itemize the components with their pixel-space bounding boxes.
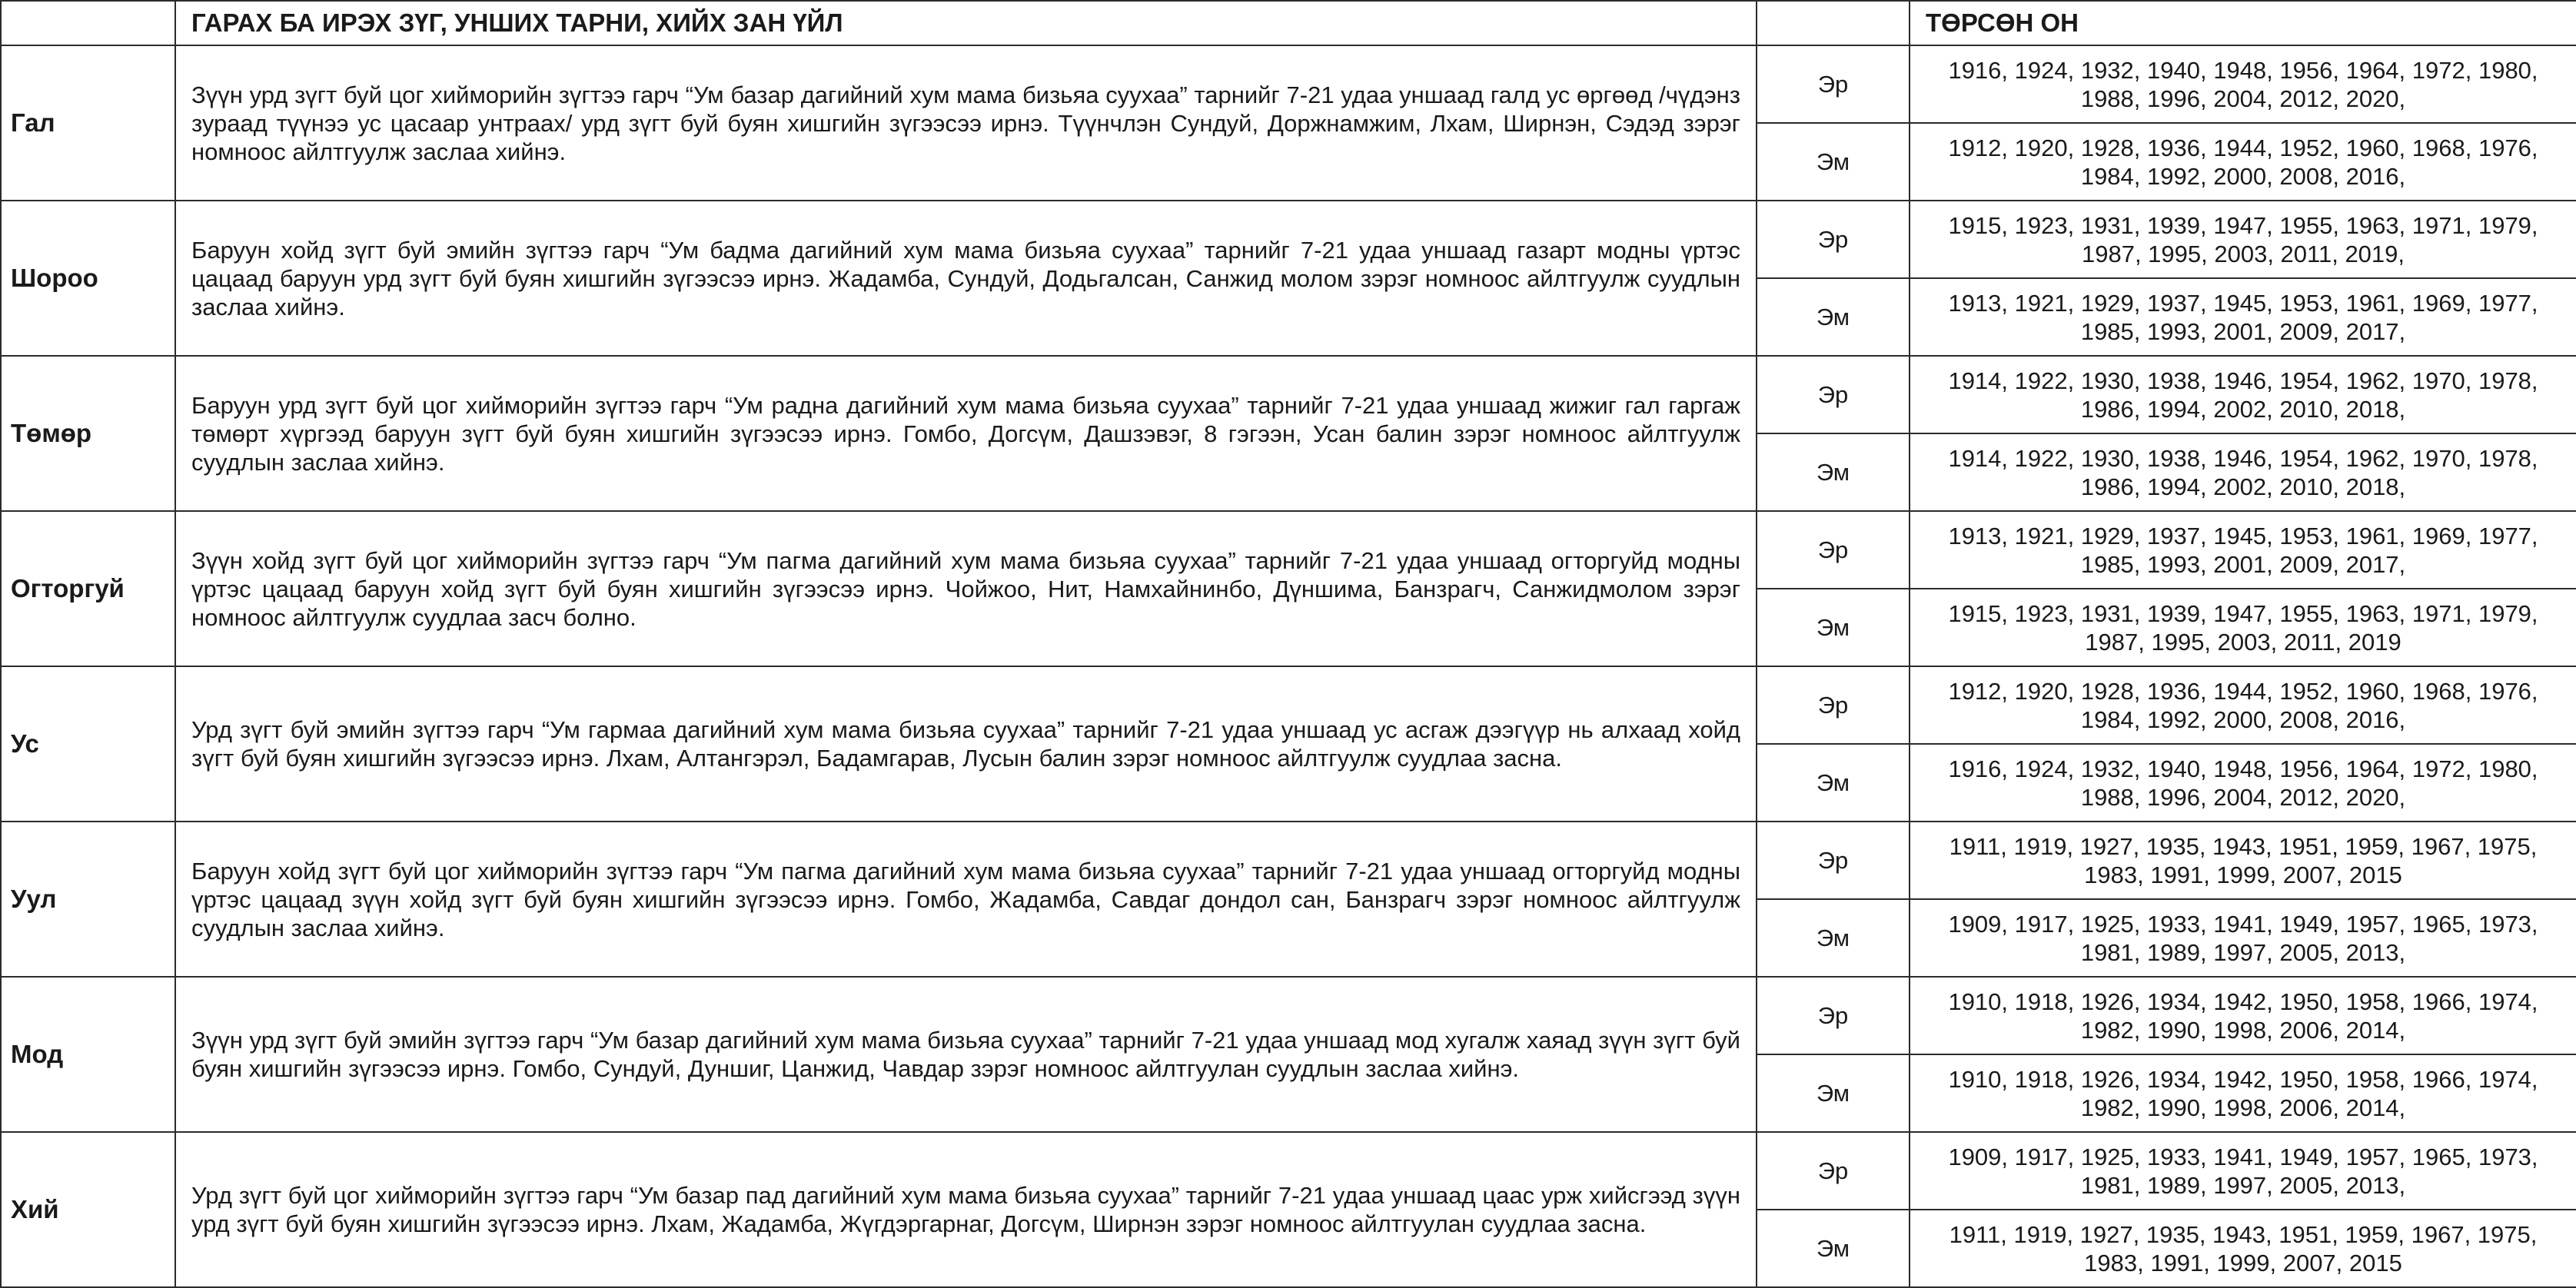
birth-years-female: 1911, 1919, 1927, 1935, 1943, 1951, 1959, 1967, 1975, 1983, 1991, 1999, 2007, 2015 [1910, 1210, 2576, 1287]
header-sex-cell [1757, 1, 1910, 45]
birth-years-female: 1915, 1923, 1931, 1939, 1947, 1955, 1963, 1971, 1979, 1987, 1995, 2003, 2011, 2019 [1910, 589, 2576, 666]
table-row [1, 356, 2576, 433]
element-name: Хий [1, 1132, 175, 1287]
birth-years-female: 1916, 1924, 1932, 1940, 1948, 1956, 1964, 1972, 1980, 1988, 1996, 2004, 2012, 2020, [1910, 744, 2576, 822]
element-name: Төмөр [1, 356, 175, 511]
birth-years-male: 1915, 1923, 1931, 1939, 1947, 1955, 1963, 1971, 1979, 1987, 1995, 2003, 2011, 2019, [1910, 201, 2576, 278]
element-name: Огторгуй [1, 511, 175, 666]
element-name: Мод [1, 977, 175, 1132]
header-row [1, 1, 2576, 45]
birth-years-male: 1913, 1921, 1929, 1937, 1945, 1953, 1961, 1969, 1977, 1985, 1993, 2001, 2009, 2017, [1910, 511, 2576, 589]
sex-label-female: Эм [1757, 899, 1910, 977]
sex-label-female: Эм [1757, 589, 1910, 666]
sex-label-male: Эр [1757, 356, 1910, 433]
table-row [1, 977, 2576, 1054]
table-row [1, 822, 2576, 899]
birth-years-female: 1912, 1920, 1928, 1936, 1944, 1952, 1960, 1968, 1976, 1984, 1992, 2000, 2008, 2016, [1910, 123, 2576, 201]
sex-label-male: Эр [1757, 45, 1910, 123]
ritual-description: Баруун хойд зүгт буй эмийн зүгтээ гарч “Ум бадма дагийний хум мама бизьяа суухаа” тарнийг 7-21 удаа уншаад газарт модны үртэс цацаад баруун урд зүгт буй буян хишгийн зүгээсээ ирнэ. Жадамба, Сундуй, Додьгалсан, Санжид молом зэрэг номноос айлтгуулж суудлын заслаа хийнэ. [175, 201, 1757, 356]
element-name: Ус [1, 666, 175, 822]
element-name: Уул [1, 822, 175, 977]
birth-years-male: 1912, 1920, 1928, 1936, 1944, 1952, 1960, 1968, 1976, 1984, 1992, 2000, 2008, 2016, [1910, 666, 2576, 744]
birth-years-female: 1914, 1922, 1930, 1938, 1946, 1954, 1962, 1970, 1978, 1986, 1994, 2002, 2010, 2018, [1910, 433, 2576, 511]
sex-label-female: Эм [1757, 744, 1910, 822]
sex-label-male: Эр [1757, 511, 1910, 589]
element-name: Гал [1, 45, 175, 201]
sex-label-female: Эм [1757, 1054, 1910, 1132]
table-row [1, 1132, 2576, 1210]
ritual-description: Зүүн урд зүгт буй цог хийморийн зүгтээ гарч “Ум базар дагийний хум мама бизьяа суухаа” тарнийг 7-21 удаа уншаад галд ус өргөөд /чүдэнз зураад түүнээ ус цасаар унтраах/ урд зүгт буй буян хишгийн зүгээсээ ирнэ. Түүнчлэн Сундуй, Доржнамжим, Лхам, Ширнэн, Сэдэд зэрэг номноос айлтгуулж заслаа хийнэ. [175, 45, 1757, 201]
ritual-description: Урд зүгт буй эмийн зүгтээ гарч “Ум гармаа дагийний хум мама бизьяа суухаа” тарнийг 7-21 удаа уншаад ус асгаж дээгүүр нь алхаад хойд зүгт буй буян хишгийн зүгээсээ ирнэ. Лхам, Алтангэрэл, Бадамгарав, Лусын балин зэрэг номноос айлтгуулж суудлаа засна. [175, 666, 1757, 822]
birth-years-male: 1914, 1922, 1930, 1938, 1946, 1954, 1962, 1970, 1978, 1986, 1994, 2002, 2010, 2018, [1910, 356, 2576, 433]
table-row [1, 45, 2576, 123]
sex-label-male: Эр [1757, 666, 1910, 744]
birth-years-male: 1909, 1917, 1925, 1933, 1941, 1949, 1957, 1965, 1973, 1981, 1989, 1997, 2005, 2013, [1910, 1132, 2576, 1210]
birth-years-female: 1909, 1917, 1925, 1933, 1941, 1949, 1957, 1965, 1973, 1981, 1989, 1997, 2005, 2013, [1910, 899, 2576, 977]
birth-years-male: 1911, 1919, 1927, 1935, 1943, 1951, 1959, 1967, 1975, 1983, 1991, 1999, 2007, 2015 [1910, 822, 2576, 899]
header-description: ГАРАХ БА ИРЭХ ЗҮГ, УНШИХ ТАРНИ, ХИЙХ ЗАН ҮЙЛ [175, 1, 1757, 45]
sex-label-female: Эм [1757, 433, 1910, 511]
birth-years-female: 1910, 1918, 1926, 1934, 1942, 1950, 1958, 1966, 1974, 1982, 1990, 1998, 2006, 2014, [1910, 1054, 2576, 1132]
table-row [1, 511, 2576, 589]
ritual-description: Баруун хойд зүгт буй цог хийморийн зүгтээ гарч “Ум пагма дагийний хум мама бизьяа суухаа” тарнийг 7-21 удаа уншаад огторгуйд модны үртэс цацаад зүүн хойд зүгт буй буян хишгийн зүгээсээ ирнэ. Гомбо, Жадамба, Савдаг дондол сан, Банзрагч зэрэг номноос айлтгуулж суудлын заслаа хийнэ. [175, 822, 1757, 977]
ritual-description: Баруун урд зүгт буй цог хийморийн зүгтээ гарч “Ум радна дагийний хум мама бизьяа суухаа” тарнийг 7-21 удаа уншаад жижиг гал гаргаж төмөрт хүргээд баруун зүгт буй буян хишгийн зүгээсээ ирнэ. Гомбо, Догсүм, Дашзэвэг, 8 гэгээн, Усан балин зэрэг номноос айлтгуулж суудлын заслаа хийнэ. [175, 356, 1757, 511]
ritual-description: Зүүн урд зүгт буй эмийн зүгтээ гарч “Ум базар дагийний хум мама бизьяа суухаа” тарнийг 7-21 удаа уншаад мод хугалж хаяад зүүн зүгт буй буян хишгийн зүгээсээ ирнэ. Гомбо, Сундуй, Дуншиг, Цанжид, Чавдар зэрэг номноос айлтгуулан суудлын заслаа хийнэ. [175, 977, 1757, 1132]
ritual-description: Зүүн хойд зүгт буй цог хийморийн зүгтээ гарч “Ум пагма дагийний хум мама бизьяа суухаа” тарнийг 7-21 удаа уншаад огторгуйд модны үртэс цацаад баруун хойд зүгт буй буян хишгийн зүгээсээ ирнэ. Чойжоо, Нит, Намхайнинбо, Дүншима, Банзрагч, Санжидмолом зэрэг номноос айлтгуулж суудлаа засч болно. [175, 511, 1757, 666]
ritual-description: Урд зүгт буй цог хийморийн зүгтээ гарч “Ум базар пад дагийний хум мама бизьяа суухаа” тарнийг 7-21 удаа уншаад цаас урж хийсгээд зүүн урд зүгт буй буян хишгийн зүгээсээ ирнэ. Лхам, Жадамба, Жүгдэргарнаг, Догсүм, Ширнэн зэрэг номноос айлтгуулан суудлаа засна. [175, 1132, 1757, 1287]
sex-label-female: Эм [1757, 278, 1910, 356]
table-row [1, 201, 2576, 278]
table-body [1, 45, 2576, 1287]
header-birth-years: ТӨРСӨН ОН [1910, 1, 2576, 45]
birth-years-male: 1910, 1918, 1926, 1934, 1942, 1950, 1958, 1966, 1974, 1982, 1990, 1998, 2006, 2014, [1910, 977, 2576, 1054]
header-element-cell [1, 1, 175, 45]
sex-label-male: Эр [1757, 977, 1910, 1054]
sex-label-male: Эр [1757, 822, 1910, 899]
table-row [1, 666, 2576, 744]
sex-label-male: Эр [1757, 201, 1910, 278]
birth-years-male: 1916, 1924, 1932, 1940, 1948, 1956, 1964, 1972, 1980, 1988, 1996, 2004, 2012, 2020, [1910, 45, 2576, 123]
sex-label-female: Эм [1757, 123, 1910, 201]
birth-years-female: 1913, 1921, 1929, 1937, 1945, 1953, 1961, 1969, 1977, 1985, 1993, 2001, 2009, 2017, [1910, 278, 2576, 356]
element-name: Шороо [1, 201, 175, 356]
sex-label-male: Эр [1757, 1132, 1910, 1210]
sex-label-female: Эм [1757, 1210, 1910, 1287]
